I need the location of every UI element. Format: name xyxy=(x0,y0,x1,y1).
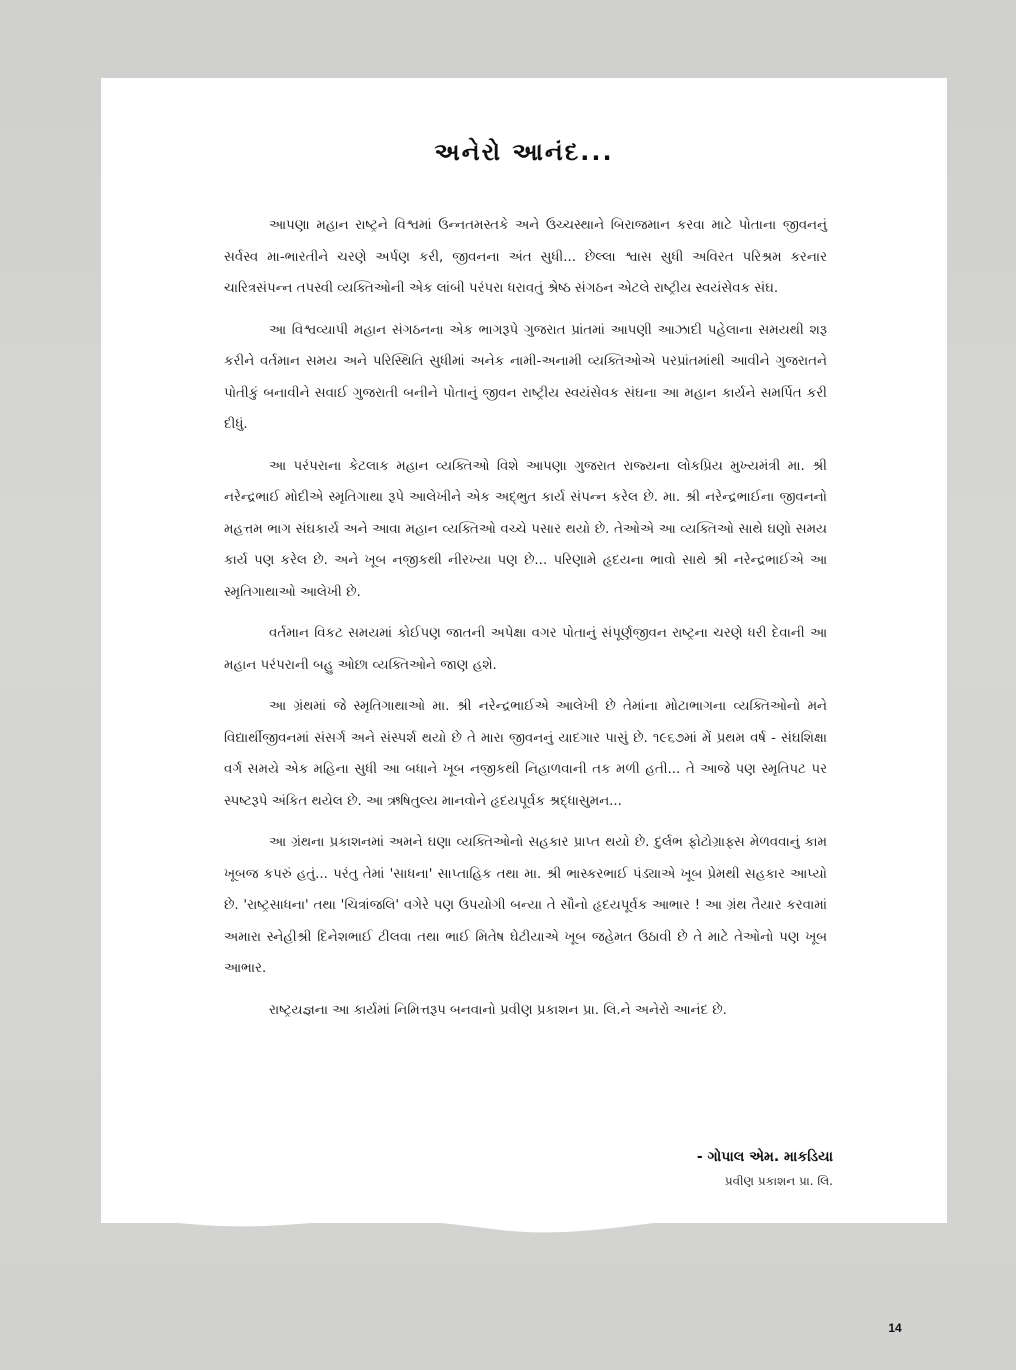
paragraph-4: વર્તમાન વિકટ સમયમાં કોઈપણ જાતની અપેક્ષા વગર પોતાનું સંપૂર્ણજીવન રાષ્ટ્રના ચરણે ધરી દેવાની આ મહાન પરંપરાની બહુ ઓછા વ્યક્તિઓને જાણ હશે. xyxy=(224,626,827,673)
page-number: 14 xyxy=(888,1321,902,1335)
signature-organization: પ્રવીણ પ્રકાશન પ્રા. લિ. xyxy=(724,1174,833,1188)
paragraph-1: આપણા મહાન રાષ્ટ્રને વિશ્વમાં ઉન્નતમસ્તકે અને ઉચ્ચસ્થાને બિરાજમાન કરવા માટે પોતાના જીવનનું સર્વસ્વ મા-ભારતીને ચરણે અર્પણ કરી, જીવનના અંત સુધી... છેલ્લા શ્વાસ સુધી અવિરત પરિશ્રમ કરનાર ચારિત્રસંપન્ન તપસ્વી વ્યક્તિઓની એક લાંબી પરંપરા ધરાવતું શ્રેષ્ઠ સંગઠન એટલે રાષ્ટ્રીય સ્વયંસેવક સંઘ. xyxy=(224,218,827,296)
body-text xyxy=(224,210,827,1036)
paragraph-2: આ વિશ્વવ્યાપી મહાન સંગઠનના એક ભાગરૂપે ગુજરાત પ્રાંતમાં આપણી આઝાદી પહેલાના સમયથી શરૂ કરીને વર્તમાન સમય અને પરિસ્થિતિ સુધીમાં અનેક નામી-અનામી વ્યક્તિઓએ પરપ્રાંતમાંથી આવીને ગુજરાતને પોતીકું બનાવીને સવાઈ ગુજરાતી બનીને પોતાનું જીવન રાષ્ટ્રીય સ્વયંસેવક સંઘના આ મહાન કાર્યને સમર્પિત કરી દીધું. xyxy=(224,322,827,432)
signature-block xyxy=(500,1146,833,1194)
paragraph-5: આ ગ્રંથમાં જે સ્મૃતિગાથાઓ મા. શ્રી નરેન્દ્રભાઈએ આલેખી છે તેમાંના મોટાભાગના વ્યક્તિઓનો મને વિદ્યાર્થીજીવનમાં સંસર્ગ અને સંસ્પર્શ થયો છે તે મારા જીવનનું યાદગાર પાસું છે. ૧૯૬૭માં મેં પ્રથમ વર્ષ - સંઘશિક્ષા વર્ગ સમયે એક મહિના સુધી આ બધાને ખૂબ નજીકથી નિહાળવાની તક મળી હતી... તે આજે પણ સ્મૃતિપટ પર સ્પષ્ટરૂપે અંકિત થયેલ છે. આ ઋષિતુલ્ય માનવોને હૃદયપૂર્વક શ્રદ્ધાસુમન... xyxy=(224,699,827,809)
signature-name: - ગોપાલ એમ. માકડિયા xyxy=(696,1149,833,1165)
paragraph-6: આ ગ્રંથના પ્રકાશનમાં અમને ઘણા વ્યક્તિઓનો સહકાર પ્રાપ્ત થયો છે. દુર્લભ ફોટોગ્રાફ્સ મેળવવાનું કામ ખૂબજ કપરું હતું... પરંતુ તેમાં 'સાધના' સાપ્તાહિક તથા મા. શ્રી ભાસ્કરભાઈ પંડ્યાએ ખૂબ પ્રેમથી સહકાર આપ્યો છે. 'રાષ્ટ્રસાધના' તથા 'ચિત્રાંજલિ' વગેરે પણ ઉપયોગી બન્યા તે સૌનો હૃદયપૂર્વક આભાર ! આ ગ્રંથ તૈયાર કરવામાં અમારા સ્નેહીશ્રી દિનેશભાઈ ટીલવા તથા ભાઈ મિતેષ ઘેટીયાએ ખૂબ જહેમત ઉઠાવી છે તે માટે તેઓનો પણ ખૂબ આભાર. xyxy=(224,835,827,976)
paragraph-7: રાષ્ટ્રયજ્ઞના આ કાર્યમાં નિમિત્તરૂપ બનવાનો પ્રવીણ પ્રકાશન પ્રા. લિ.ને અનેરો આનંદ છે. xyxy=(269,1002,727,1018)
paragraph-3: આ પરંપરાના કેટલાક મહાન વ્યક્તિઓ વિશે આપણા ગુજરાત રાજ્યના લોકપ્રિય મુખ્યમંત્રી મા. શ્રી નરેન્દ્રભાઈ મોદીએ સ્મૃતિગાથા રૂપે આલેખીને એક અદ્ભુત કાર્ય સંપન્ન કરેલ છે. મા. શ્રી નરેન્દ્રભાઈના જીવનનો મહત્તમ ભાગ સંઘકાર્ય અને આવા મહાન વ્યક્તિઓ વચ્ચે પસાર થયો છે. તેઓએ આ વ્યક્તિઓ સાથે ઘણો સમય કાર્ય પણ કરેલ છે. અને ખૂબ નજીકથી નીરખ્યા પણ છે... પરિણામે હૃદયના ભાવો સાથે શ્રી નરેન્દ્રભાઈએ આ સ્મૃતિગાથાઓ આલેખી છે. xyxy=(224,458,827,600)
page-title: અનેરો આનંદ... xyxy=(434,138,614,166)
